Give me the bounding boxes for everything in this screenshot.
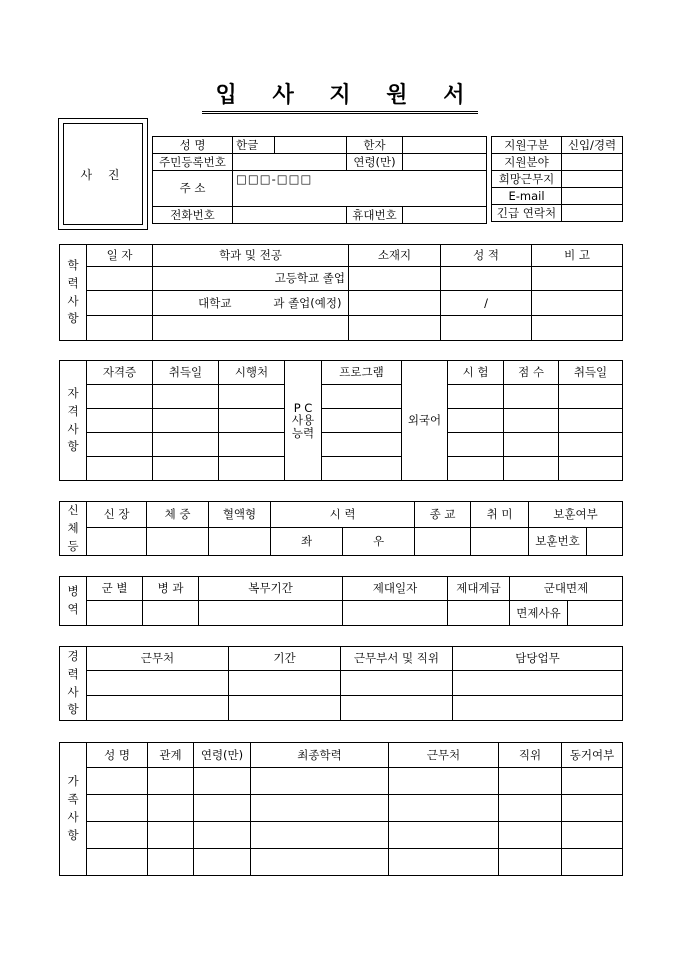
lang-cell[interactable] bbox=[559, 457, 623, 481]
family-cell[interactable] bbox=[389, 795, 499, 822]
license-header-issuer: 시행처 bbox=[219, 361, 285, 385]
family-cell[interactable] bbox=[148, 822, 194, 849]
lang-cell[interactable] bbox=[559, 385, 623, 409]
lang-header-test: 시 험 bbox=[448, 361, 504, 385]
family-cell[interactable] bbox=[148, 795, 194, 822]
career-cell[interactable] bbox=[87, 696, 229, 721]
apply-field-label: 지원분야 bbox=[492, 154, 562, 171]
hangul-name-field[interactable] bbox=[275, 137, 347, 154]
blood-type-header: 혈액형 bbox=[209, 502, 271, 528]
lang-cell[interactable] bbox=[504, 457, 559, 481]
license-cell[interactable] bbox=[219, 457, 285, 481]
pc-label-line3: 능력 bbox=[291, 425, 315, 440]
discharge-rank-header: 제대계급 bbox=[448, 577, 510, 601]
family-cell[interactable] bbox=[562, 795, 623, 822]
license-table bbox=[59, 360, 623, 481]
lang-cell[interactable] bbox=[504, 385, 559, 409]
age-field[interactable] bbox=[403, 154, 487, 171]
education-grade-cell[interactable] bbox=[441, 267, 532, 291]
left-eye-field[interactable]: 좌 bbox=[271, 527, 343, 556]
mobile-field[interactable] bbox=[403, 207, 487, 224]
email-label: E-mail bbox=[492, 188, 562, 205]
education-table bbox=[59, 244, 623, 341]
career-cell[interactable] bbox=[341, 671, 453, 696]
university-label: 대학교 bbox=[198, 295, 232, 310]
religion-header: 종 교 bbox=[415, 502, 471, 528]
license-cell[interactable] bbox=[219, 409, 285, 433]
page-title: 입 사 지 원 서 bbox=[0, 78, 680, 114]
family-age-header: 연령(만) bbox=[194, 743, 251, 768]
family-cell[interactable] bbox=[389, 822, 499, 849]
specialty-field[interactable] bbox=[143, 601, 199, 626]
specialty-header: 병 과 bbox=[143, 577, 199, 601]
military-section-label: 병 역 bbox=[60, 577, 87, 626]
university-grade-cell[interactable]: / bbox=[441, 291, 532, 316]
license-header-date: 취득일 bbox=[153, 361, 219, 385]
education-section-label: 학 력 사 항 bbox=[60, 245, 87, 341]
license-cell[interactable] bbox=[87, 385, 153, 409]
license-header-name: 자격증 bbox=[87, 361, 153, 385]
family-cell[interactable] bbox=[251, 795, 389, 822]
family-cell[interactable] bbox=[148, 768, 194, 795]
career-cell[interactable] bbox=[229, 671, 341, 696]
family-cell[interactable] bbox=[194, 849, 251, 876]
family-cell[interactable] bbox=[194, 822, 251, 849]
body-section-label: 신 체 등 bbox=[60, 502, 87, 556]
personal-info-table bbox=[152, 136, 487, 224]
lang-header-score: 점 수 bbox=[504, 361, 559, 385]
address-label: 주 소 bbox=[153, 171, 233, 207]
family-cell[interactable] bbox=[499, 849, 562, 876]
license-cell[interactable] bbox=[87, 409, 153, 433]
family-cell[interactable] bbox=[87, 822, 148, 849]
education-header-grade: 성 적 bbox=[441, 245, 532, 267]
height-header: 신 장 bbox=[87, 502, 147, 528]
pc-label-line1: P C bbox=[293, 400, 313, 415]
exemption-header: 군대면제 bbox=[510, 577, 623, 601]
exemption-reason-field[interactable] bbox=[568, 601, 623, 626]
education-header-location: 소재지 bbox=[349, 245, 441, 267]
application-info-table bbox=[491, 136, 623, 222]
emergency-contact-label: 긴급 연락처 bbox=[492, 205, 562, 222]
exemption-reason-label: 면제사유 bbox=[510, 601, 568, 626]
family-cell[interactable] bbox=[499, 768, 562, 795]
pc-skill-label bbox=[285, 361, 322, 481]
family-cell[interactable] bbox=[562, 822, 623, 849]
education-header-note: 비 고 bbox=[532, 245, 623, 267]
license-cell[interactable] bbox=[153, 385, 219, 409]
hanja-label: 한자 bbox=[347, 137, 403, 154]
family-table bbox=[59, 742, 623, 876]
hobby-header: 취 미 bbox=[471, 502, 529, 528]
period-header: 기간 bbox=[229, 647, 341, 671]
discharge-date-field[interactable] bbox=[343, 601, 448, 626]
lang-cell[interactable] bbox=[448, 457, 504, 481]
veteran-number-field[interactable] bbox=[587, 527, 623, 556]
education-note-cell[interactable] bbox=[532, 291, 623, 316]
education-location-cell[interactable] bbox=[349, 267, 441, 291]
family-cell[interactable] bbox=[389, 768, 499, 795]
family-cell[interactable] bbox=[251, 768, 389, 795]
email-field[interactable] bbox=[562, 188, 623, 205]
discharge-rank-field[interactable] bbox=[448, 601, 510, 626]
career-cell[interactable] bbox=[453, 671, 623, 696]
highschool-major-cell[interactable]: 고등학교 졸업 bbox=[153, 267, 349, 291]
duties-header: 담당업무 bbox=[453, 647, 623, 671]
education-date-cell[interactable] bbox=[87, 267, 153, 291]
religion-field[interactable] bbox=[415, 527, 471, 556]
lang-cell[interactable] bbox=[448, 409, 504, 433]
apply-type-field[interactable]: 신입/경력 bbox=[562, 137, 623, 154]
education-note-cell[interactable] bbox=[532, 316, 623, 341]
career-cell[interactable] bbox=[87, 671, 229, 696]
weight-field[interactable] bbox=[147, 527, 209, 556]
blood-type-field[interactable] bbox=[209, 527, 271, 556]
education-major-cell[interactable] bbox=[153, 316, 349, 341]
family-cell[interactable] bbox=[87, 768, 148, 795]
career-table bbox=[59, 646, 623, 721]
program-cell[interactable] bbox=[322, 433, 402, 457]
lang-header-date: 취득일 bbox=[559, 361, 623, 385]
education-grade-cell[interactable] bbox=[441, 316, 532, 341]
emergency-contact-field[interactable] bbox=[562, 205, 623, 222]
license-section-label: 자 격 사 항 bbox=[60, 361, 87, 481]
lang-cell[interactable] bbox=[559, 409, 623, 433]
family-cell[interactable] bbox=[562, 768, 623, 795]
lang-cell[interactable] bbox=[504, 433, 559, 457]
family-cell[interactable] bbox=[389, 849, 499, 876]
lang-cell[interactable] bbox=[504, 409, 559, 433]
service-period-field[interactable] bbox=[199, 601, 343, 626]
education-date-cell[interactable] bbox=[87, 316, 153, 341]
career-cell[interactable] bbox=[453, 696, 623, 721]
veteran-number-label: 보훈번호 bbox=[529, 527, 587, 556]
apply-field-field[interactable] bbox=[562, 154, 623, 171]
weight-header: 체 중 bbox=[147, 502, 209, 528]
program-cell[interactable] bbox=[322, 409, 402, 433]
foreign-language-label: 외국어 bbox=[402, 361, 448, 481]
cohabitation-header: 동거여부 bbox=[562, 743, 623, 768]
address-field[interactable]: □□□-□□□ bbox=[233, 171, 487, 207]
military-table bbox=[59, 576, 623, 626]
desired-location-field[interactable] bbox=[562, 171, 623, 188]
lang-cell[interactable] bbox=[448, 433, 504, 457]
license-cell[interactable] bbox=[153, 457, 219, 481]
service-period-header: 복무기간 bbox=[199, 577, 343, 601]
branch-field[interactable] bbox=[87, 601, 143, 626]
family-cell[interactable] bbox=[251, 849, 389, 876]
career-cell[interactable] bbox=[229, 696, 341, 721]
lang-cell[interactable] bbox=[448, 385, 504, 409]
body-info-table bbox=[59, 501, 623, 556]
hangul-label: 한글 bbox=[233, 137, 275, 154]
license-cell[interactable] bbox=[219, 385, 285, 409]
family-cell[interactable] bbox=[562, 849, 623, 876]
mobile-label: 휴대번호 bbox=[347, 207, 403, 224]
photo-frame bbox=[58, 118, 148, 230]
hobby-field[interactable] bbox=[471, 527, 529, 556]
rrn-label: 주민등록번호 bbox=[153, 154, 233, 171]
name-label: 성 명 bbox=[153, 137, 233, 154]
education-location-cell[interactable] bbox=[349, 316, 441, 341]
apply-type-label: 지원구분 bbox=[492, 137, 562, 154]
family-position-header: 직위 bbox=[499, 743, 562, 768]
age-label: 연령(만) bbox=[347, 154, 403, 171]
license-cell[interactable] bbox=[87, 457, 153, 481]
program-cell[interactable] bbox=[322, 385, 402, 409]
height-field[interactable] bbox=[87, 527, 147, 556]
family-section-label: 가 족 사 항 bbox=[60, 743, 87, 876]
right-eye-field[interactable]: 우 bbox=[343, 527, 415, 556]
major-graduation-label: 과 졸업(예정) bbox=[273, 295, 342, 310]
family-cell[interactable] bbox=[194, 795, 251, 822]
final-education-header: 최종학력 bbox=[251, 743, 389, 768]
family-name-header: 성 명 bbox=[87, 743, 148, 768]
career-section-label: 경 력 사 항 bbox=[60, 647, 87, 721]
photo-label: 사 진 bbox=[63, 123, 143, 225]
phone-label: 전화번호 bbox=[153, 207, 233, 224]
education-location-cell[interactable] bbox=[349, 291, 441, 316]
license-cell[interactable] bbox=[153, 433, 219, 457]
rrn-field[interactable] bbox=[233, 154, 347, 171]
program-cell[interactable] bbox=[322, 457, 402, 481]
education-header-major: 학과 및 전공 bbox=[153, 245, 349, 267]
family-cell[interactable] bbox=[499, 822, 562, 849]
lang-cell[interactable] bbox=[559, 433, 623, 457]
family-cell[interactable] bbox=[499, 795, 562, 822]
veteran-header: 보훈여부 bbox=[529, 502, 623, 528]
family-cell[interactable] bbox=[148, 849, 194, 876]
department-position-header: 근무부서 및 직위 bbox=[341, 647, 453, 671]
relation-header: 관계 bbox=[148, 743, 194, 768]
family-cell[interactable] bbox=[87, 849, 148, 876]
career-cell[interactable] bbox=[341, 696, 453, 721]
eyesight-header: 시 력 bbox=[271, 502, 415, 528]
education-note-cell[interactable] bbox=[532, 267, 623, 291]
license-cell[interactable] bbox=[219, 433, 285, 457]
pc-label-line2: 사용 bbox=[291, 413, 315, 428]
desired-location-label: 희망근무지 bbox=[492, 171, 562, 188]
family-cell[interactable] bbox=[87, 795, 148, 822]
branch-header: 군 별 bbox=[87, 577, 143, 601]
discharge-date-header: 제대일자 bbox=[343, 577, 448, 601]
family-cell[interactable] bbox=[251, 822, 389, 849]
university-major-cell[interactable] bbox=[153, 291, 349, 316]
license-cell[interactable] bbox=[153, 409, 219, 433]
workplace-header: 근무처 bbox=[87, 647, 229, 671]
family-cell[interactable] bbox=[194, 768, 251, 795]
hanja-name-field[interactable] bbox=[403, 137, 487, 154]
education-header-date: 일 자 bbox=[87, 245, 153, 267]
program-header: 프로그램 bbox=[322, 361, 402, 385]
license-cell[interactable] bbox=[87, 433, 153, 457]
education-date-cell[interactable] bbox=[87, 291, 153, 316]
family-workplace-header: 근무처 bbox=[389, 743, 499, 768]
phone-field[interactable] bbox=[233, 207, 347, 224]
